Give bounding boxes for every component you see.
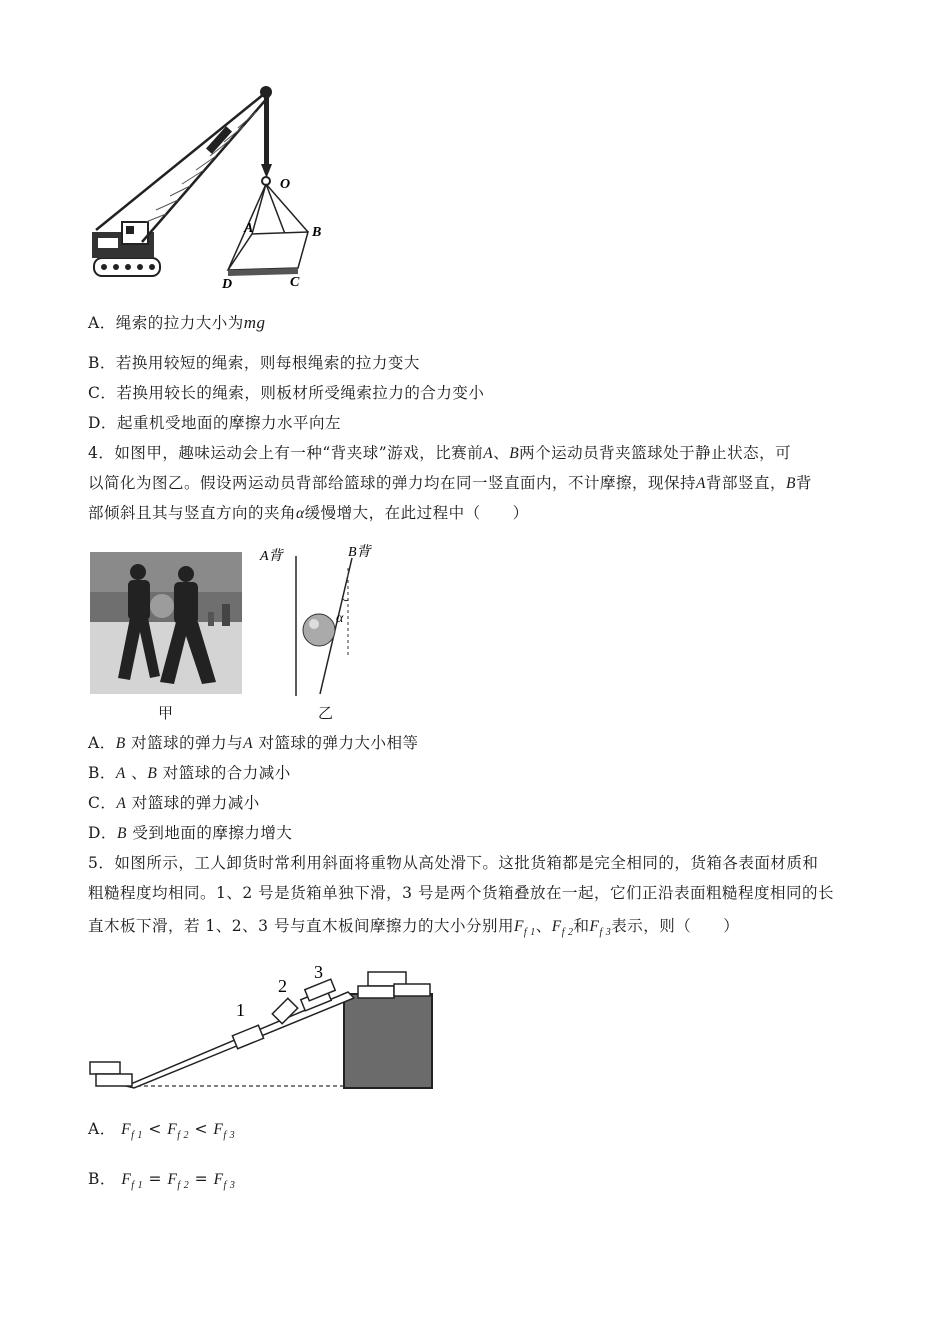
label-alpha: α	[336, 611, 344, 626]
q4-option-a: A．B 对篮球的弹力与A 对篮球的弹力大小相等	[88, 734, 419, 752]
fig-label-jia: 甲	[158, 704, 174, 722]
q3-option-a: A．绳索的拉力大小为mg	[88, 313, 266, 332]
label-O: O	[280, 177, 291, 192]
q3-option-d: D．起重机受地面的摩擦力水平向左	[88, 414, 341, 432]
label-B: B	[312, 225, 322, 240]
label-A: A	[244, 221, 254, 236]
q4-stem-line1: 4．如图甲，趣味运动会上有一种“背夹球”游戏，比赛前A、B两个运动员背夹篮球处于静止状态，可	[88, 444, 792, 462]
fig-label-yi: 乙	[318, 704, 334, 722]
q5-stem-line3: 直木板下滑，若 1、2、3 号与直木板间摩擦力的大小分别用$F_{f 1}$、$F_{f 2}$和$F_{f 3}$表示，则（ ）	[88, 917, 740, 939]
q5-option-a: A． $F_{f 1} < F_{f 2} < F_{f 3}$	[88, 1120, 236, 1142]
ramp-figure	[86, 958, 440, 1094]
ramp-label-1: 1	[236, 1000, 245, 1020]
diagram-figure-yi	[256, 538, 386, 703]
label-C: C	[290, 275, 300, 290]
q5-stem-line2: 粗糙程度均相同。1、2 号是货箱单独下滑，3 号是两个货箱叠放在一起，它们正沿表面粗糙程度相同的长	[88, 884, 834, 902]
label-b-back: B背	[348, 545, 371, 560]
label-a-back: A背	[260, 549, 283, 564]
q4-option-d: D．B 受到地面的摩擦力增大	[88, 824, 293, 842]
ramp-label-3: 3	[314, 962, 323, 982]
ramp-label-2: 2	[278, 976, 287, 996]
q4-stem-line3: 部倾斜且其与竖直方向的夹角α缓慢增大，在此过程中（ ）	[88, 504, 529, 522]
crane-figure	[86, 82, 336, 292]
q4-stem-line2: 以简化为图乙。假设两运动员背部给篮球的弹力均在同一竖直面内，不计摩擦，现保持A背部竖直，B背	[88, 474, 812, 492]
label-D: D	[222, 277, 233, 292]
photo-figure-jia	[90, 552, 242, 694]
q5-stem-line1: 5．如图所示，工人卸货时常利用斜面将重物从高处滑下。这批货箱都是完全相同的，货箱各表面材质和	[88, 854, 819, 872]
q4-option-b: B．A 、B 对篮球的合力减小	[88, 764, 291, 782]
q5-option-b: B． $F_{f 1} = F_{f 2} = F_{f 3}$	[88, 1170, 236, 1192]
q3-option-c: C．若换用较长的绳索，则板材所受绳索拉力的合力变小	[88, 384, 485, 402]
q4-option-c: C．A 对篮球的弹力减小	[88, 794, 260, 812]
q3-option-b: B．若换用较短的绳索，则每根绳索的拉力变大	[88, 354, 420, 372]
